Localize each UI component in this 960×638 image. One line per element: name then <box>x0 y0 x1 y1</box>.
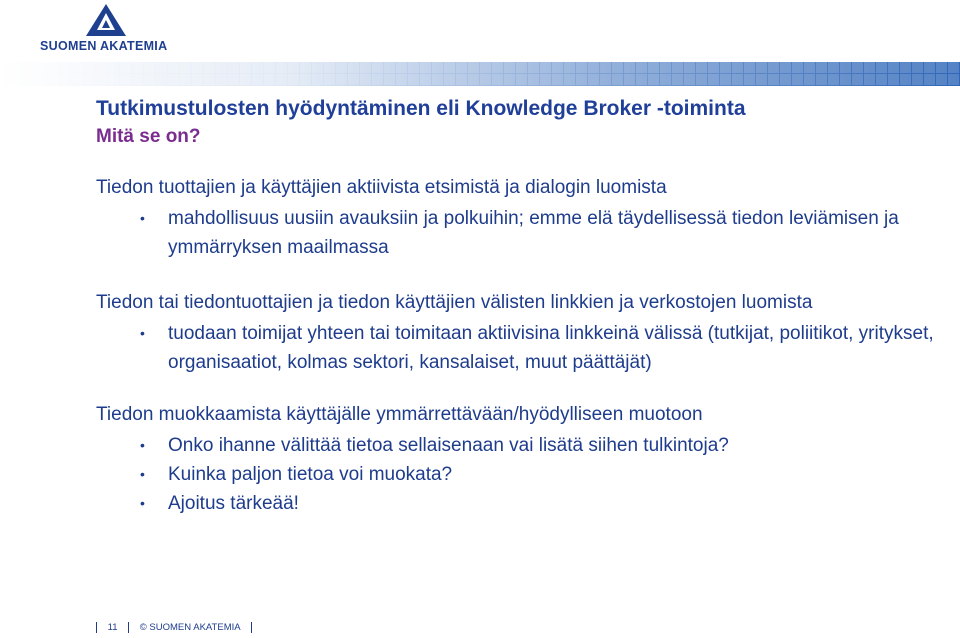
bullet-item <box>96 489 936 518</box>
bullet-icon: • <box>140 210 145 226</box>
bullet-item <box>96 204 936 262</box>
bullet-list <box>96 204 936 262</box>
academy-triangle-logo-icon <box>86 4 126 36</box>
bullet-text: Ajoitus tärkeää! <box>168 493 299 514</box>
footer-copyright: © SUOMEN AKATEMIA <box>139 622 241 634</box>
slide-content <box>96 174 936 518</box>
bullet-icon: • <box>140 325 145 341</box>
bullet-item <box>96 319 936 377</box>
logo-text: SUOMEN AKATEMIA <box>40 39 168 53</box>
header-banner <box>0 62 960 86</box>
bullet-text: mahdollisuus uusiin avauksiin ja polkuihin; emme elä täydellisessä tiedon leviämisen ja ymmärryksen maailmassa <box>168 208 899 258</box>
slide-title: Tutkimustulosten hyödyntäminen eli Knowledge Broker -toiminta <box>96 97 746 120</box>
content-section <box>96 401 936 518</box>
slide-subtitle: Mitä se on? <box>96 126 201 147</box>
bullet-list <box>96 431 936 518</box>
content-section <box>96 289 936 377</box>
bullet-text: Onko ihanne välittää tietoa sellaisenaan vai lisätä siihen tulkintoja? <box>168 435 729 456</box>
bullet-icon: • <box>140 437 145 453</box>
section-heading: Tiedon tai tiedontuottajien ja tiedon käyttäjien välisten linkkien ja verkostojen luomista <box>96 292 813 313</box>
bullet-item <box>96 460 936 489</box>
section-heading: Tiedon muokkaamista käyttäjälle ymmärrettävään/hyödylliseen muotoon <box>96 404 703 425</box>
bullet-icon: • <box>140 466 145 482</box>
bullet-icon: • <box>140 495 145 511</box>
footer-divider <box>128 622 129 633</box>
bullet-text: Kuinka paljon tietoa voi muokata? <box>168 464 453 485</box>
bullet-text: tuodaan toimijat yhteen tai toimitaan aktiivisina linkkeinä välissä (tutkijat, poliitikot, yritykset, organisaatiot, kolmas sektori, kansalaiset, muut päättäjät) <box>168 323 934 373</box>
content-section <box>96 174 936 262</box>
bullet-item <box>96 431 936 460</box>
bullet-list <box>96 319 936 377</box>
slide-footer <box>96 622 260 638</box>
footer-divider <box>251 622 252 633</box>
section-heading: Tiedon tuottajien ja käyttäjien aktiivista etsimistä ja dialogin luomista <box>96 177 667 198</box>
suomen-akatemia-logo <box>40 4 180 56</box>
page-number: 11 <box>107 622 118 634</box>
footer-divider <box>96 622 97 633</box>
